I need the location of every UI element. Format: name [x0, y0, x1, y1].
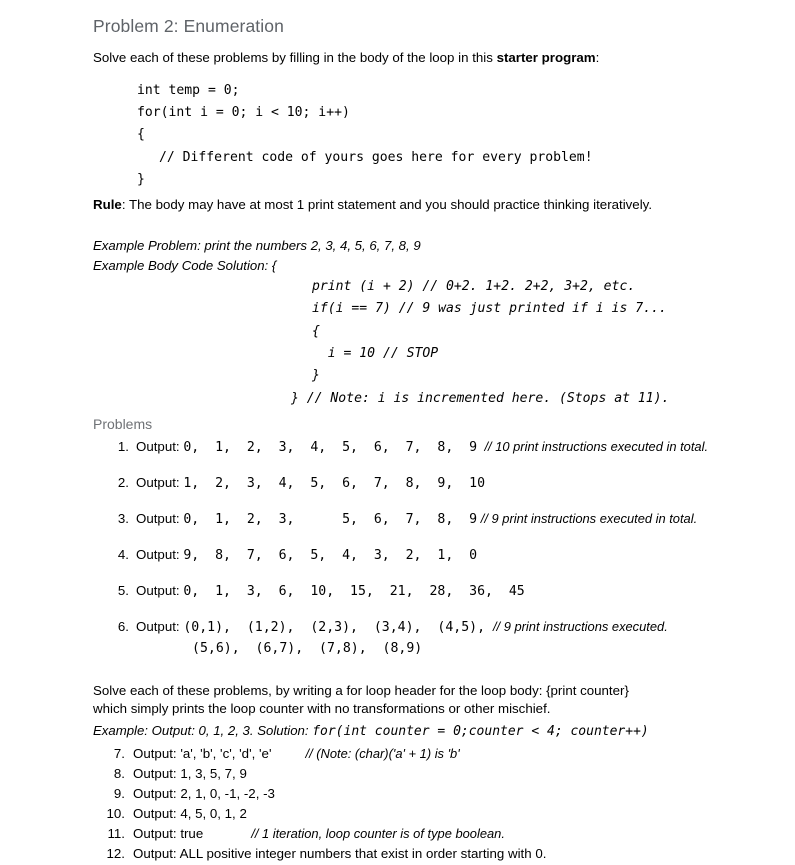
list-item [93, 474, 783, 493]
rule-text: : The body may have at most 1 print statement and you should practice thinking iteratively. [121, 197, 653, 213]
list-item [93, 582, 783, 601]
output-comment: // 1 iteration, loop counter is of type boolean. [251, 826, 505, 842]
starter-code-line-1: int temp = 0; [137, 83, 240, 98]
second-example-line [93, 721, 783, 742]
output-values: 'a', 'b', 'c', 'd', 'e' [180, 745, 272, 761]
output-label: Output: [136, 582, 184, 598]
output-values: 2, 1, 0, -1, -2, -3 [180, 785, 275, 801]
list-item [93, 765, 783, 784]
starter-code-line-4 [137, 147, 783, 169]
output-label: Output: [136, 546, 184, 562]
output-comment: // 10 print instructions executed in total. [484, 438, 709, 454]
intro-paragraph [93, 48, 783, 67]
list-item [93, 745, 783, 764]
problem-number: 7. [113, 745, 125, 761]
second-instructions-block [93, 682, 783, 742]
output-values: true [180, 826, 204, 842]
intro-text-after: : [595, 50, 600, 65]
list-item [93, 785, 783, 804]
starter-code-line-2: for(int i = 0; i < 10; i++) [137, 105, 350, 121]
example-code-line-4: i = 10 // STOP [312, 345, 439, 361]
output-values: 0, 1, 2, 3, 5, 6, 7, 8, 9 [183, 511, 478, 527]
output-label: Output: [133, 846, 180, 862]
list-item [93, 845, 783, 864]
document-content [93, 16, 783, 865]
starter-program-code [93, 80, 783, 191]
problem-number: 11. [107, 826, 125, 842]
second-instructions-line-2: which simply prints the loop counter with no transformations or other mischief. [93, 701, 551, 717]
output-label: Output: [136, 438, 184, 454]
example-body-code-close [93, 388, 783, 410]
example-code-line-2: if(i == 7) // 9 was just printed if i is 7... [312, 301, 667, 317]
problem-number: 4. [117, 546, 129, 562]
example-solution-line: Example Body Code Solution: { [93, 258, 277, 274]
problem-number: 10. [106, 806, 125, 822]
output-values: 1, 2, 3, 4, 5, 6, 7, 8, 9, 10 [183, 475, 486, 491]
output-label: Output: [136, 510, 184, 526]
output-comment: // 9 print instructions executed. [492, 618, 668, 634]
example-section [93, 236, 783, 410]
output-comment: // (Note: (char)('a' + 1) is 'b' [305, 745, 460, 761]
problem-number: 3. [117, 510, 129, 526]
list-item [93, 825, 783, 844]
output-values: 1, 3, 5, 7, 9 [180, 765, 247, 781]
list-item [93, 438, 783, 457]
problems-list-1-6 [93, 438, 783, 658]
problem-number: 2. [117, 474, 129, 490]
list-item [93, 618, 783, 658]
output-values: ALL positive integer numbers that exist in order starting with 0. [179, 846, 547, 862]
second-example-prefix: Example: Output: 0, 1, 2, 3. Solution: [93, 722, 313, 738]
example-code-line-6: } // Note: i is incremented here. (Stops at 11). [291, 390, 670, 406]
output-label: Output: [136, 474, 184, 490]
problem-number: 5. [117, 582, 129, 598]
list-item [93, 546, 783, 565]
output-values: 0, 1, 2, 3, 4, 5, 6, 7, 8, 9 [183, 439, 478, 455]
list-item [93, 805, 783, 824]
output-label: Output: [133, 745, 181, 761]
output-values: (0,1), (1,2), (2,3), (3,4), (4,5), [183, 619, 493, 635]
output-label: Output: [133, 785, 181, 801]
second-example-code: for(int counter = 0;counter < 4; counter++) [312, 723, 649, 739]
output-label: Output: [133, 806, 181, 822]
example-code-line-1: print (i + 2) // 0+2. 1+2. 2+2, 3+2, etc. [312, 279, 636, 295]
output-label: Output: [136, 618, 184, 634]
rule-paragraph [93, 195, 783, 214]
starter-code-line-3: { [137, 127, 145, 143]
output-label: Output: [133, 826, 181, 842]
output-values-continuation: (5,6), (6,7), (7,8), (8,9) [192, 640, 423, 656]
example-code-line-5: } [312, 368, 320, 384]
starter-code-comment: // Different code of yours goes here for every problem! [159, 149, 593, 165]
intro-bold-starter-program: starter program [496, 50, 596, 65]
output-comment: // 9 print instructions executed in total. [480, 510, 698, 526]
example-body-code [93, 276, 783, 387]
problems-label: Problems [93, 415, 153, 432]
starter-code-line-5: } [137, 171, 145, 187]
output-values: 0, 1, 3, 6, 10, 15, 21, 28, 36, 45 [183, 583, 525, 599]
problem-number: 9. [113, 785, 125, 801]
second-instructions-line-1: Solve each of these problems, by writing a for loop header for the loop body: {print counter} [93, 682, 629, 698]
problem-number: 12. [106, 846, 125, 862]
problem-number: 8. [113, 765, 125, 781]
list-item [93, 510, 783, 529]
intro-text-before: Solve each of these problems by filling in the body of the loop in this [93, 50, 497, 65]
page-title: Problem 2: Enumeration [93, 16, 284, 36]
rule-label: Rule [93, 197, 122, 213]
problems-list-7-12 [93, 745, 783, 864]
example-code-line-3: { [312, 323, 320, 339]
output-values: 9, 8, 7, 6, 5, 4, 3, 2, 1, 0 [183, 547, 478, 563]
example-problem-line: Example Problem: print the numbers 2, 3, 4, 5, 6, 7, 8, 9 [93, 238, 421, 254]
problem-number: 6. [117, 618, 129, 634]
problem-number: 1. [117, 438, 129, 454]
output-label: Output: [133, 765, 181, 781]
output-values: 4, 5, 0, 1, 2 [180, 806, 247, 822]
